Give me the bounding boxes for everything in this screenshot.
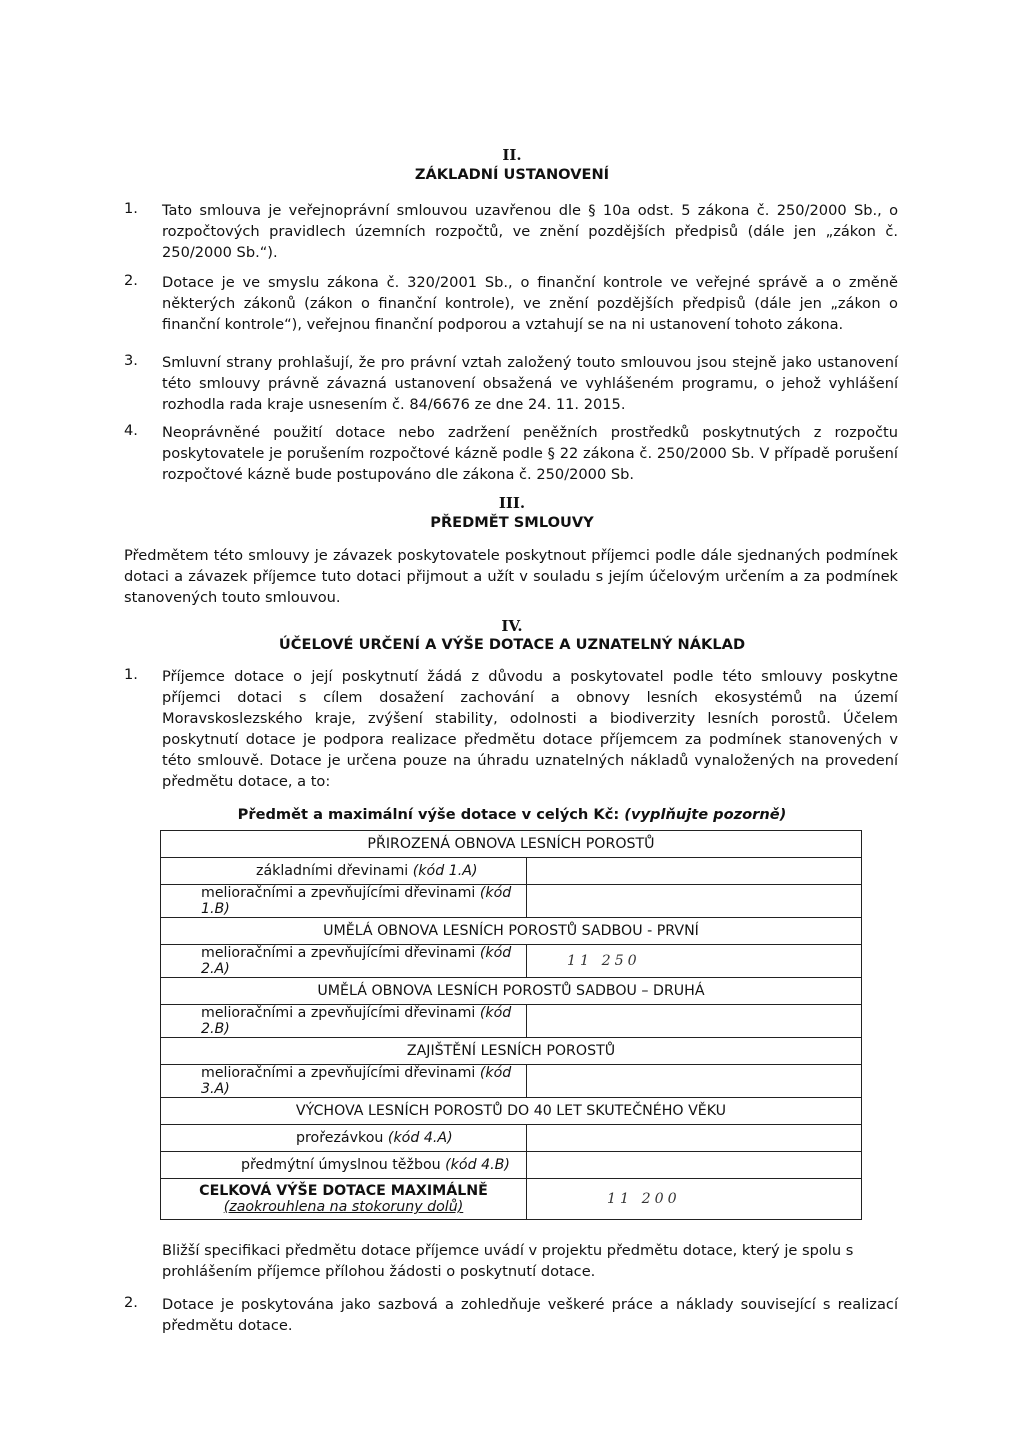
- table-row: [161, 918, 862, 945]
- table-row: [161, 831, 862, 858]
- table-cell-label: [161, 945, 527, 978]
- table-cell-label: [161, 1065, 527, 1098]
- table-row: [161, 1098, 862, 1125]
- table-heading: VÝCHOVA LESNÍCH POROSTŮ DO 40 LET SKUTEČNÉHO VĚKU: [161, 1098, 862, 1125]
- section-4-title: ÚČELOVÉ URČENÍ A VÝŠE DOTACE A UZNATELNÝ NÁKLAD: [278, 636, 746, 653]
- row-label: základními dřevinami: [256, 863, 409, 879]
- paragraph: Příjemce dotace o její poskytnutí žádá z důvodu a poskytovatel podle této smlouvy poskytne příjemci dotaci s cílem dosažení zachování a obnovy lesních ekosystémů na území Moravskoslezského kraje, zvýšení stability, odolnosti a biodiverzity lesních porostů. Účelem poskytnutí dotace je podpora realizace předmětu dotace příjemcem za podmínek stanovených v této smlouvě. Dotace je určena pouze na úhradu uznatelných nákladů vynaložených na provedení předmětu dotace, a to:: [162, 668, 898, 790]
- paragraph: Tato smlouva je veřejnoprávní smlouvou uzavřenou dle § 10a odst. 5 zákona č. 250/2000 Sb., o rozpočtových pravidlech územních rozpočtů, ve znění pozdějších předpisů (dále jen „zákon č. 250/2000 Sb.“).: [162, 202, 898, 261]
- table-row: [161, 978, 862, 1005]
- paragraph: Dotace je poskytována jako sazbová a zohledňuje veškeré práce a náklady související s realizací předmětu dotace.: [162, 1296, 898, 1334]
- paragraph: Předmětem této smlouvy je závazek poskytovatele poskytnout příjemci podle dále sjednaných podmínek dotaci a závazek příjemce tuto dotaci přijmout a užít v souladu s jejím účelovým určením a za podmínek stanovených touto smlouvou.: [124, 547, 898, 606]
- table-cell-value[interactable]: [527, 858, 862, 885]
- section-4-number: IV.: [501, 617, 523, 635]
- table-cell-value[interactable]: [527, 1005, 862, 1038]
- section-3-title: PŘEDMĚT SMLOUVY: [430, 514, 594, 531]
- table-cell-value[interactable]: [527, 1125, 862, 1152]
- paragraph: Bližší specifikaci předmětu dotace příjemce uvádí v projektu předmětu dotace, který je spolu s prohlášením příjemce přílohou žádosti o poskytnutí dotace.: [162, 1242, 854, 1280]
- table-row: [161, 1125, 862, 1152]
- table-cell-value[interactable]: 11 250: [527, 945, 862, 978]
- table-row: [161, 945, 862, 978]
- table-cell-label: [161, 885, 527, 918]
- paragraph: Neoprávněné použití dotace nebo zadržení peněžních prostředků poskytnutých z rozpočtu poskytovatele je porušením rozpočtové kázně podle § 22 zákona č. 250/2000 Sb. V případě porušení rozpočtové kázně bude postupováno dle zákona č. 250/2000 Sb.: [162, 424, 898, 483]
- table-heading: PŘIROZENÁ OBNOVA LESNÍCH POROSTŮ: [161, 831, 862, 858]
- row-code: (kód 2.A): [201, 945, 512, 977]
- table-heading: UMĚLÁ OBNOVA LESNÍCH POROSTŮ SADBOU – DRUHÁ: [161, 978, 862, 1005]
- table-row: [161, 1038, 862, 1065]
- subsidy-table: [160, 830, 862, 1220]
- table-cell-value[interactable]: [527, 885, 862, 918]
- item-number: 4.: [124, 422, 138, 439]
- table-cell-value[interactable]: [527, 1152, 862, 1179]
- table-caption-note: (vyplňujte pozorně): [624, 806, 787, 823]
- row-label: předmýtní úmyslnou těžbou: [241, 1157, 441, 1173]
- table-cell-label: [161, 1125, 527, 1152]
- table-cell-label: [161, 1152, 527, 1179]
- row-code: (kód 4.B): [445, 1157, 510, 1173]
- table-cell-value[interactable]: [527, 1065, 862, 1098]
- item-number: 3.: [124, 352, 138, 369]
- table-row: [161, 1065, 862, 1098]
- row-label: melioračními a zpevňujícími dřevinami: [201, 945, 476, 961]
- row-code: (kód 3.A): [201, 1065, 512, 1097]
- total-label: CELKOVÁ VÝŠE DOTACE MAXIMÁLNĚ: [199, 1183, 488, 1199]
- section-2-number: II.: [502, 146, 522, 164]
- row-code: (kód 4.A): [387, 1130, 453, 1146]
- table-row-total: [161, 1179, 862, 1220]
- row-label: prořezávkou: [296, 1130, 384, 1146]
- item-number: 2.: [124, 272, 138, 289]
- table-heading: ZAJIŠTĚNÍ LESNÍCH POROSTŮ: [161, 1038, 862, 1065]
- total-label-cell: [161, 1179, 527, 1220]
- table-cell-label: [161, 858, 527, 885]
- table-heading: UMĚLÁ OBNOVA LESNÍCH POROSTŮ SADBOU - PRVNÍ: [161, 918, 862, 945]
- table-row: [161, 1005, 862, 1038]
- total-value[interactable]: 11 200: [527, 1179, 862, 1220]
- table-caption: [0, 806, 1024, 823]
- table-row: [161, 858, 862, 885]
- row-label: melioračními a zpevňujícími dřevinami: [201, 1065, 476, 1081]
- paragraph: Smluvní strany prohlašují, že pro právní vztah založený touto smlouvou jsou stejně jako ustanovení této smlouvy právně závazná ustanovení obsažená ve vyhlášeném programu, o jehož vyhlášení rozhodla rada kraje usnesením č. 84/6676 ze dne 24. 11. 2015.: [162, 354, 898, 413]
- row-label: melioračními a zpevňujícími dřevinami: [201, 1005, 476, 1021]
- section-3-number: III.: [498, 494, 526, 512]
- row-code: (kód 1.B): [201, 885, 512, 917]
- table-row: [161, 1152, 862, 1179]
- paragraph: Dotace je ve smyslu zákona č. 320/2001 Sb., o finanční kontrole ve veřejné správě a o změně některých zákonů (zákon o finanční kontrole), ve znění pozdějších předpisů (dále jen „zákon o finanční kontrole“), veřejnou finanční podporou a vztahují se na ni ustanovení tohoto zákona.: [162, 274, 898, 333]
- table-row: [161, 885, 862, 918]
- row-label: melioračními a zpevňujícími dřevinami: [201, 885, 476, 901]
- total-sublabel: (zaokrouhlena na stokoruny dolů): [223, 1199, 464, 1215]
- item-number: 1.: [124, 200, 138, 217]
- row-code: (kód 1.A): [412, 863, 478, 879]
- row-code: (kód 2.B): [201, 1005, 512, 1037]
- table-cell-label: [161, 1005, 527, 1038]
- table-caption-text: Předmět a maximální výše dotace v celých Kč:: [237, 806, 620, 823]
- item-number: 2.: [124, 1294, 138, 1311]
- item-number: 1.: [124, 666, 138, 683]
- section-2-title: ZÁKLADNÍ USTANOVENÍ: [414, 166, 610, 183]
